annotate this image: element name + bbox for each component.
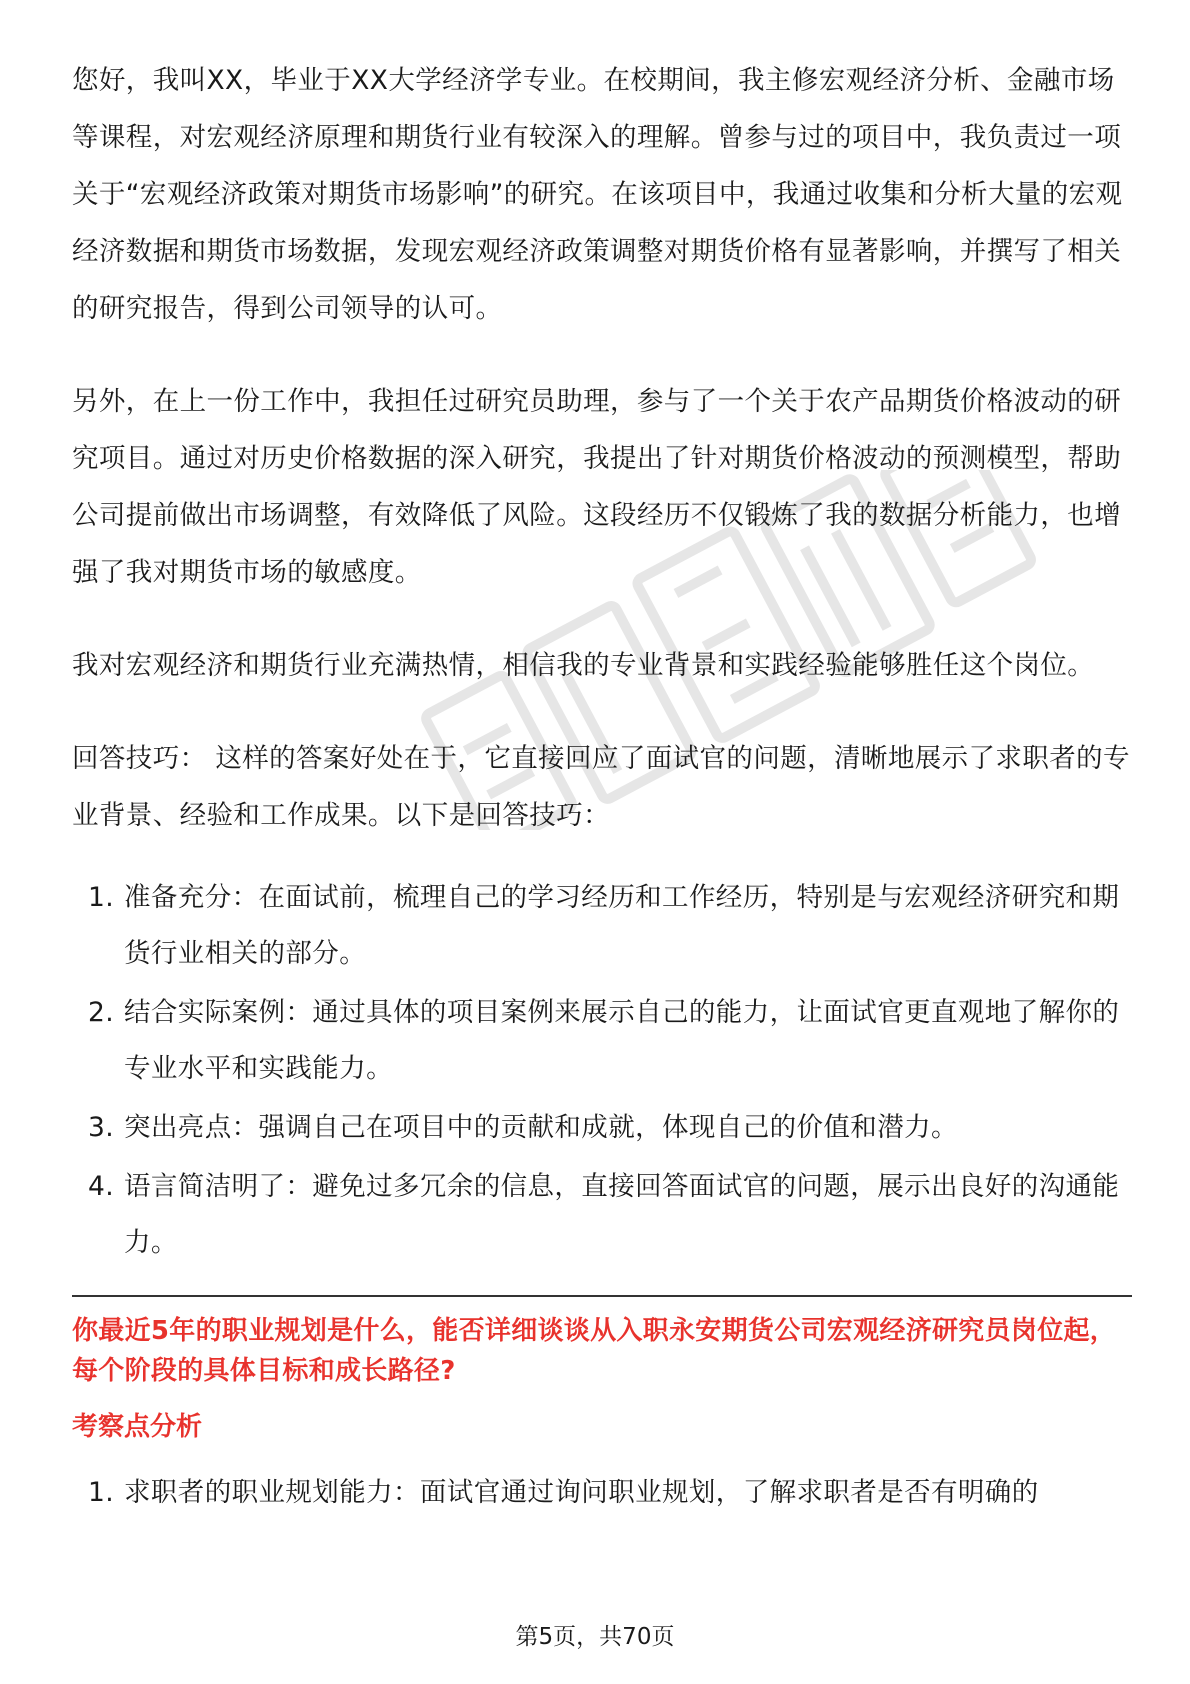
page-number-footer: 第5页，共70页 bbox=[515, 1624, 675, 1650]
answer-paragraph-1: 您好，我叫XX，毕业于XX大学经济学专业。在校期间，我主修宏观经济分析、金融市场等课程，对宏观经济原理和期货行业有较深入的理解。曾参与过的项目中，我负责过一项关于“宏观经济政策对期货市场影响”的研究。在该项目中，我通过收集和分析大量的宏观经济数据和期货市场数据，发现宏观经济政策调整对期货价格有显著影响，并撰写了相关的研究报告，得到公司领导的认可。 bbox=[72, 65, 1123, 324]
list-item: 3. 突出亮点：强调自己在项目中的贡献和成就，体现自己的价值和潜力。 bbox=[88, 1112, 958, 1143]
answer-tips-intro: 回答技巧： 这样的答案好处在于，它直接回应了面试官的问题，清晰地展示了求职者的专业背景、经验和工作成果。以下是回答技巧： bbox=[72, 743, 1130, 831]
section-divider bbox=[72, 1295, 1132, 1297]
list-item: 1. 准备充分：在面试前，梳理自己的学习经历和工作经历，特别是与宏观经济研究和期货行业相关的部分。 bbox=[88, 882, 1120, 969]
list-item: 1. 求职者的职业规划能力：面试官通过询问职业规划，了解求职者是否有明确的 bbox=[88, 1477, 1039, 1508]
page-content bbox=[72, 52, 1132, 1545]
answer-paragraph-3: 我对宏观经济和期货行业充满热情，相信我的专业背景和实践经验能够胜任这个岗位。 bbox=[72, 650, 1095, 681]
question-title: 你最近5年的职业规划是什么，能否详细谈谈从入职永安期货公司宏观经济研究员岗位起，每个阶段的具体目标和成长路径? bbox=[72, 1316, 1117, 1386]
list-item: 2. 结合实际案例：通过具体的项目案例来展示自己的能力，让面试官更直观地了解你的专业水平和实践能力。 bbox=[88, 997, 1120, 1084]
answer-paragraph-2: 另外，在上一份工作中，我担任过研究员助理，参与了一个关于农产品期货价格波动的研究项目。通过对历史价格数据的深入研究，我提出了针对期货价格波动的预测模型，帮助公司提前做出市场调整，有效降低了风险。这段经历不仅锻炼了我的数据分析能力，也增强了我对期货市场的敏感度。 bbox=[72, 386, 1122, 588]
tips-list bbox=[72, 870, 1132, 1271]
list-item: 4. 语言简洁明了：避免过多冗余的信息，直接回答面试官的问题，展示出良好的沟通能力。 bbox=[88, 1171, 1120, 1258]
analysis-points-list bbox=[72, 1465, 1132, 1521]
section-heading: 考察点分析 bbox=[72, 1412, 203, 1442]
